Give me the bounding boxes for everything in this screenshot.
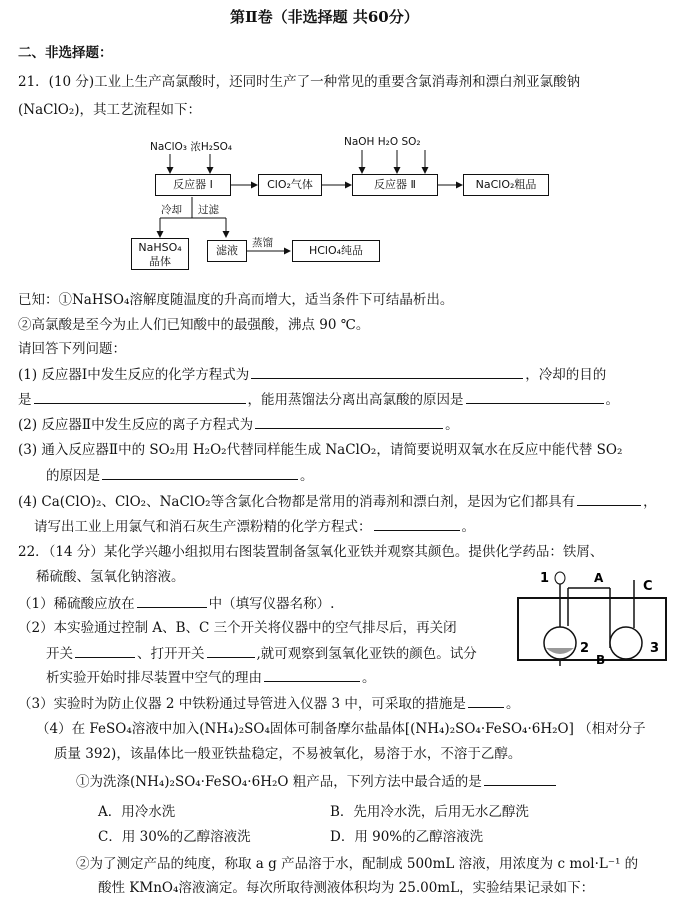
q22-stem-line2: 稀硫酸、氢氧化钠溶液。	[36, 569, 185, 585]
answer-blank[interactable]	[466, 390, 604, 404]
label-1: 1	[540, 571, 550, 586]
flask-2	[544, 627, 576, 659]
q21-part4-line1: (4) Ca(ClO)₂、ClO₂、NaClO₂等含氯化合物都是常用的消毒剂和漂白剂，是因为它们都具有 ，	[18, 494, 657, 510]
q21-stem-line1: 21．(10 分)工业上生产高氯酸时，还同时生产了一种常见的重要含氯消毒剂和漂白剂亚氯酸钠	[18, 74, 581, 90]
label-cool: 冷却	[161, 204, 182, 216]
answer-blank[interactable]	[264, 668, 360, 682]
label-3: 3	[650, 641, 660, 656]
answer-blank[interactable]	[75, 644, 135, 658]
label-naclo3-h2so4: NaClO₃ 浓H₂SO₄	[150, 141, 233, 153]
answer-blank[interactable]	[34, 390, 246, 404]
answer-blank[interactable]	[102, 466, 298, 480]
answer-blank[interactable]	[137, 594, 207, 608]
q22-part4-line1: （4）在 FeSO₄溶液中加入(NH₄)₂SO₄固体可制备摩尔盐晶体[(NH₄)₂SO₄·FeSO₄·6H₂O] （相对分子	[36, 721, 646, 737]
label-naoh-h2o-so2: NaOH H₂O SO₂	[344, 136, 421, 148]
q21-part3-line1: (3) 通入反应器Ⅱ中的 SO₂用 H₂O₂代替同样能生成 NaClO₂，请简要说明双氧水在反应中能代替 SO₂	[18, 442, 623, 458]
q21-instruction: 请回答下列问题：	[18, 341, 126, 357]
q21-known-1: 已知：①NaHSO₄溶解度随温度的升高而增大，适当条件下可结晶析出。	[18, 292, 454, 308]
option-b: B．先用冷水洗，后用无水乙醇洗	[330, 804, 529, 820]
q21-known-2: ②高氯酸是至今为止人们已知酸中的最强酸，沸点 90 ℃。	[18, 317, 370, 333]
apparatus-diagram	[508, 568, 678, 668]
page-title: 第Ⅱ卷（非选择题 共60分）	[230, 8, 419, 26]
flask-3	[610, 627, 642, 659]
box-hclo4: HClO₄纯品	[292, 240, 380, 262]
box-nahso4-crystal: NaHSO₄ 晶体	[131, 238, 189, 270]
answer-blank[interactable]	[374, 517, 460, 531]
answer-blank[interactable]	[577, 492, 641, 506]
q21-part1-line2: 是 ，能用蒸馏法分离出高氯酸的原因是 。	[18, 392, 619, 408]
option-a: A．用冷水洗	[98, 804, 176, 820]
q21-part4-line2: 请写出工业上用氯气和消石灰生产漂粉精的化学方程式： 。	[34, 519, 475, 535]
option-c: C．用 30%的乙醇溶液洗	[98, 829, 251, 845]
q22-part4-sub2-line1: ②为了测定产品的纯度，称取 a g 产品溶于水，配制成 500mL 溶液，用浓度为 c mol·L⁻¹ 的	[76, 856, 639, 872]
box-filtrate: 滤液	[207, 240, 247, 262]
answer-blank[interactable]	[484, 772, 556, 786]
q22-part4-sub1: ①为洗涤(NH₄)₂SO₄·FeSO₄·6H₂O 粗产品，下列方法中最合适的是	[76, 772, 558, 791]
q21-stem-line2: (NaClO₂)，其工艺流程如下：	[18, 102, 202, 118]
q22-part4-sub2-line2: 酸性 KMnO₄溶液滴定。每次所取待测液体积均为 25.00mL，实验结果记录如下：	[98, 880, 595, 896]
label-2: 2	[580, 641, 590, 656]
box-naclo2: NaClO₂粗品	[463, 174, 549, 196]
label-c: C	[643, 579, 653, 594]
answer-blank[interactable]	[207, 644, 255, 658]
q21-part2: (2) 反应器Ⅱ中发生反应的离子方程式为 。	[18, 417, 459, 433]
label-a: A	[594, 571, 604, 585]
q22-part1: （1）稀硫酸应放在 中（填写仪器名称）.	[18, 596, 335, 612]
q22-stem-line1: 22．（14 分）某化学兴趣小组拟用右图装置制备氢氧化亚铁并观察其颜色。提供化学药品：铁屑、	[18, 544, 604, 560]
q22-part2-line2: 开关 、打开开关 ,就可观察到氢氧化亚铁的颜色。试分	[46, 646, 477, 662]
q22-part3: （3）实验时为防止仪器 2 中铁粉通过导管进入仪器 3 中，可采取的措施是 。	[18, 696, 520, 712]
box-reactor2: 反应器 Ⅱ	[352, 174, 438, 196]
apparatus-frame	[518, 598, 666, 660]
answer-blank[interactable]	[251, 365, 523, 379]
q22-part4-line2: 质量 392)，该晶体比一般亚铁盐稳定，不易被氧化，易溶于水，不溶于乙醇。	[54, 746, 522, 762]
box-reactor1: 反应器 Ⅰ	[155, 174, 231, 196]
box-clo2: ClO₂气体	[258, 174, 322, 196]
q22-part2-line1: （2）本实验通过控制 A、B、C 三个开关将仪器中的空气排尽后，再关闭	[18, 620, 457, 636]
q21-part1-line1: (1) 反应器Ⅰ中发生反应的化学方程式为 ，冷却的目的	[18, 367, 607, 383]
option-d: D．用 90%的乙醇溶液洗	[330, 829, 484, 845]
label-filter: 过滤	[198, 204, 219, 216]
label-b: B	[596, 653, 606, 667]
label-distill: 蒸馏	[252, 237, 273, 249]
dropping-funnel-1	[555, 572, 565, 584]
answer-blank[interactable]	[468, 694, 504, 708]
q21-part3-line2: 的原因是 。	[46, 468, 314, 484]
answer-blank[interactable]	[255, 415, 443, 429]
q22-part2-line3: 析实验开始时排尽装置中空气的理由 。	[46, 670, 376, 686]
section-heading: 二、非选择题：	[18, 45, 113, 61]
